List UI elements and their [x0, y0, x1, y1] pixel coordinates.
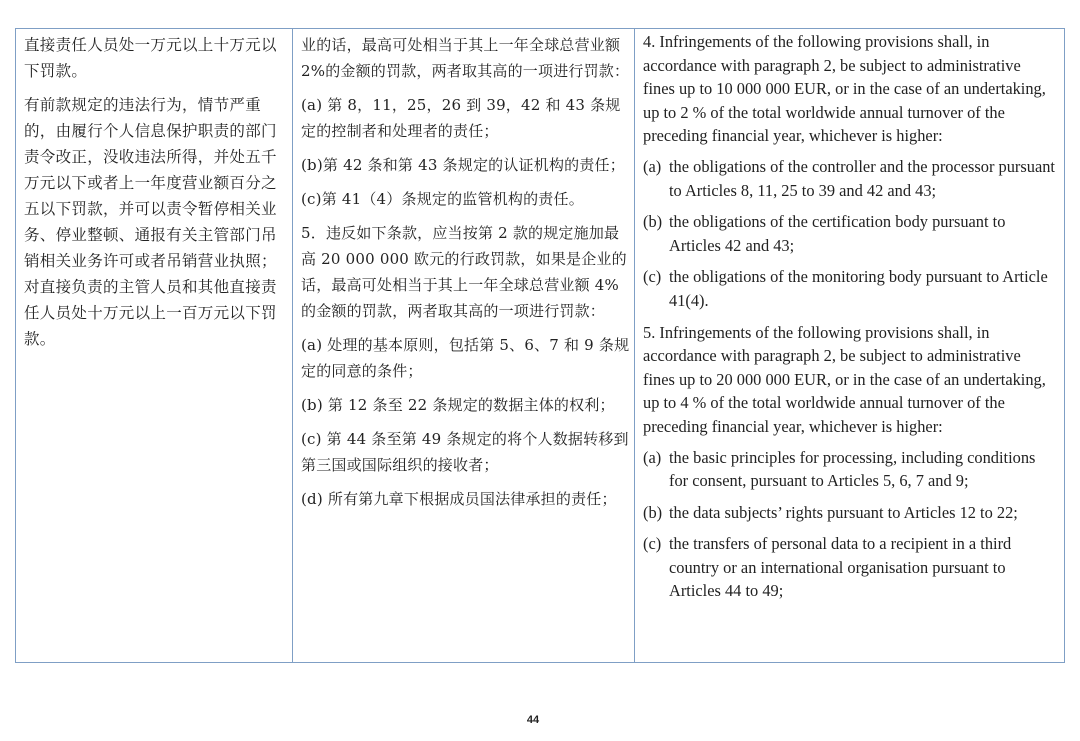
item-text: the obligations of the monitoring body pursuant to Article 41(4).: [669, 267, 1048, 310]
item-label: (a): [643, 156, 662, 176]
gdpr-en-item-5b: [643, 501, 1056, 525]
gdpr-zh-paragraph-4-continued: 业的话，最高可处相当于其上一年全球总营业额 2%的金额的罚款，两者取其高的一项进行罚款：: [301, 36, 630, 80]
item-text: the data subjects’ rights pursuant to Articles 12 to 22;: [669, 502, 1018, 522]
chinese-pipl-column: [16, 29, 293, 662]
gdpr-zh-item-5d: (d) 所有第九章下根据成员国法律承担的责任；: [301, 490, 617, 508]
gdpr-en-item-5a: [643, 446, 1056, 493]
gdpr-zh-item-5b: (b) 第 12 条至 22 条规定的数据主体的权利；: [301, 396, 615, 414]
pipl-paragraph-severe: 有前款规定的违法行为，情节严重的，由履行个人信息保护职责的部门责令改正，没收违法所得，并处五千万元以下或者上一年度营业额百分之五以下罚款，并可以责令暂停相关业务、停业整顿、通报有关主管部门吊销相关业务许可或者吊销营业执照；对直接负责的主管人员和其他直接责任人员处十万元以上一百万元以下罚款。: [24, 96, 277, 348]
gdpr-zh-item-4a: (a) 第 8，11，25，26 到 39，42 和 43 条规定的控制者和处理者的责任；: [301, 96, 621, 140]
gdpr-zh-item-4b: (b)第 42 条和第 43 条规定的认证机构的责任；: [301, 156, 625, 174]
gdpr-en-paragraph-5: 5. Infringements of the following provisions shall, in accordance with paragraph 2, be subject to administrative fines up to 20 000 000 EUR, or in the case of an undertaking, up to 4 % of the total worldwide annual turnover of the preceding financial year, whichever is higher:: [643, 322, 1046, 436]
gdpr-en-paragraph-4: 4. Infringements of the following provisions shall, in accordance with paragraph 2, be subject to administrative fines up to 10 000 000 EUR, or in the case of an undertaking, up to 2 % of the total worldwide annual turnover of the preceding financial year, whichever is higher:: [643, 32, 1046, 146]
gdpr-en-item-4b: [643, 210, 1056, 257]
english-gdpr-column: [635, 29, 1064, 662]
pipl-paragraph-continued: 直接责任人员处一万元以上十万元以下罚款。: [24, 36, 277, 80]
comparison-table: [15, 28, 1065, 663]
item-label: (b): [643, 502, 663, 522]
gdpr-zh-item-5a: (a) 处理的基本原则，包括第 5、6、7 和 9 条规定的同意的条件；: [301, 336, 630, 380]
gdpr-en-item-5c: [643, 532, 1056, 603]
chinese-gdpr-column: [293, 29, 635, 662]
gdpr-en-item-4c: [643, 265, 1056, 312]
item-label: (c): [643, 267, 662, 287]
item-text: the basic principles for processing, including conditions for consent, pursuant to Articles 5, 6, 7 and 9;: [669, 447, 1036, 491]
item-label: (b): [643, 212, 663, 232]
item-text: the obligations of the controller and the processor pursuant to Articles 8, 11, 25 to 39 and 42 and 43;: [669, 156, 1055, 200]
gdpr-zh-item-5c: (c) 第 44 条至第 49 条规定的将个人数据转移到第三国或国际组织的接收者；: [301, 430, 629, 474]
item-text: the obligations of the certification body pursuant to Articles 42 and 43;: [669, 212, 1006, 255]
gdpr-zh-paragraph-5: 5．违反如下条款，应当按第 2 款的规定施加最高 20 000 000 欧元的行政罚款，如果是企业的话，最高可处相当于其上一年全球总营业额 4%的金额的罚款，两者取其高的一项进行罚款：: [301, 224, 627, 320]
page-number: 44: [526, 714, 540, 726]
item-label: (a): [643, 447, 662, 467]
item-label: (c): [643, 534, 662, 554]
gdpr-zh-item-4c: (c)第 41（4）条规定的监管机构的责任。: [301, 190, 584, 208]
item-text: the transfers of personal data to a recipient in a third country or an international organisation pursuant to Articles 44 to 49;: [669, 534, 1012, 601]
gdpr-en-item-4a: [643, 155, 1056, 202]
